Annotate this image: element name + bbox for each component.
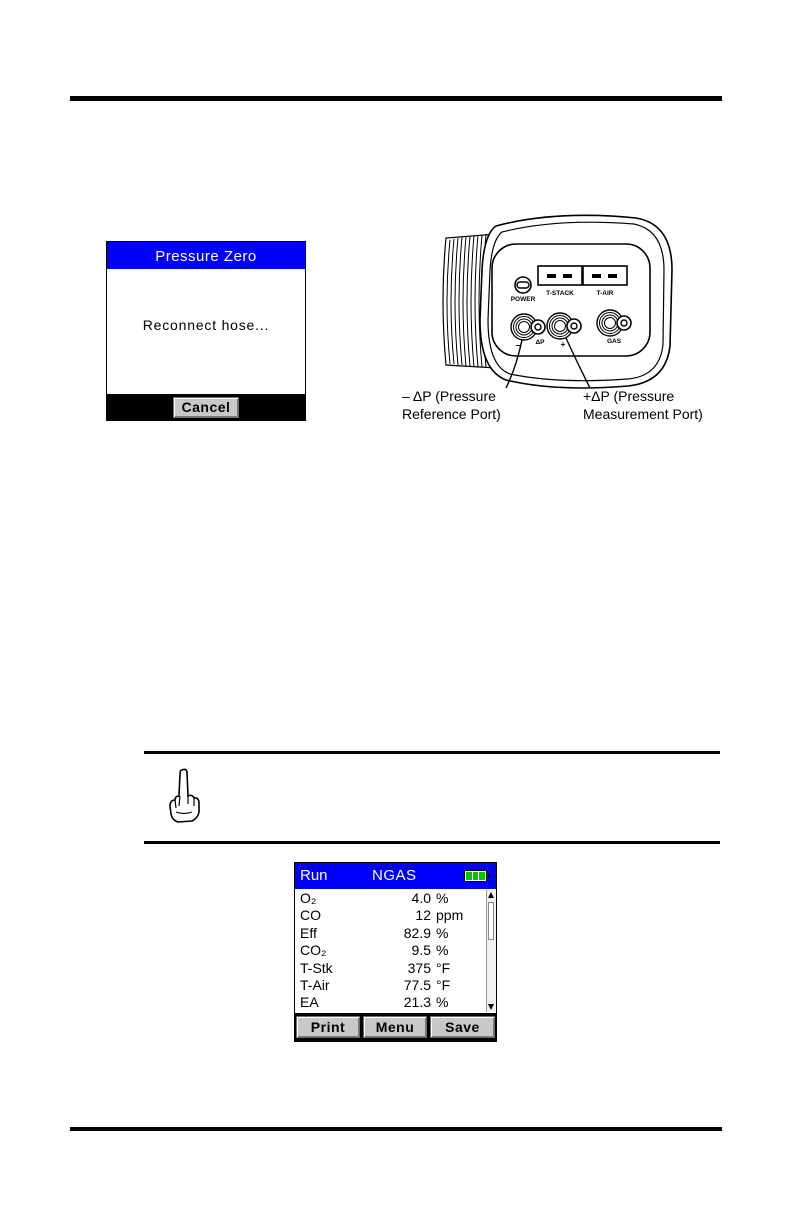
plus-port-mark: + [560,340,566,349]
reading-row: T-Air 77.5 °F [300,976,451,993]
menu-button[interactable]: Menu [363,1016,427,1038]
header-rule [70,96,722,101]
save-button[interactable]: Save [430,1016,495,1038]
run-screen [294,862,497,1042]
print-button[interactable]: Print [296,1016,360,1038]
pressure-zero-screen [106,241,306,421]
minus-port-caption: – ΔP (Pressure Reference Port) [402,388,501,422]
softkey-bar [295,1013,496,1041]
analyzer-ports-illustration [436,210,676,395]
screen-footer [107,394,305,420]
fuel-label: NGAS [372,867,417,884]
screen-title: Pressure Zero [107,242,305,269]
reading-row: CO 12 ppm [300,907,464,924]
scroll-down-icon[interactable] [488,1004,494,1010]
screen-message: Reconnect hose... [142,317,270,333]
scroll-up-icon[interactable] [488,892,494,898]
t-air-label: T-AIR [596,290,614,297]
scroll-thumb[interactable] [488,902,494,940]
note-top-rule [144,751,720,754]
run-header [295,863,496,889]
pointing-hand-icon [166,766,202,826]
minus-port-mark: – [515,340,521,350]
reading-row: O₂ 4.0 % [300,890,449,906]
reading-row: Eff 82.9 % [300,924,449,941]
reading-row: EA 21.3 % [300,994,449,1011]
reading-row: CO₂ 9.5 % [300,942,449,959]
footer-rule [70,1127,722,1131]
t-stack-label: T-STACK [546,290,574,297]
readings-list [295,890,483,1012]
readings-scrollbar[interactable] [486,890,496,1012]
mode-label: Run [300,867,328,884]
battery-full-icon [464,870,487,882]
cancel-button[interactable]: Cancel [173,397,239,418]
gas-port-label: GAS [606,338,622,345]
delta-p-mark: ΔP [535,339,545,346]
plus-port-caption: +ΔP (Pressure Measurement Port) [583,388,703,422]
power-label: POWER [510,296,536,303]
reading-row: T-Stk 375 °F [300,959,451,976]
note-bottom-rule [144,841,720,844]
